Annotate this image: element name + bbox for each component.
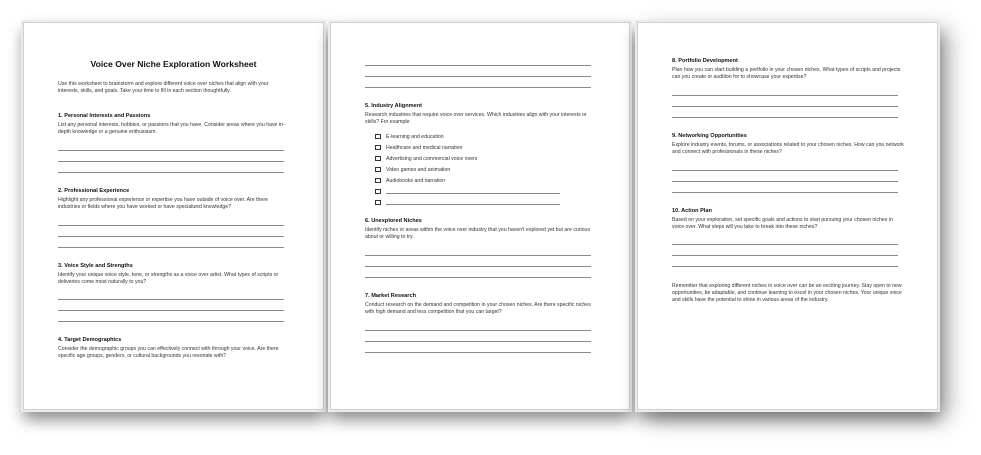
section-10-heading: 10. Action Plan <box>672 208 712 214</box>
answer-line[interactable] <box>58 225 284 226</box>
answer-line[interactable] <box>365 277 591 278</box>
section-3-prompt: Identify your unique voice style, tone, or strengths as a voice over artist. What types of scripts or deliveries come most naturally to you? <box>58 272 279 286</box>
document-page-3 <box>637 22 938 410</box>
answer-line[interactable] <box>672 266 898 267</box>
answer-line[interactable] <box>672 95 898 96</box>
answer-line[interactable] <box>672 170 898 171</box>
answer-line[interactable] <box>672 255 898 256</box>
answer-line[interactable] <box>672 181 898 182</box>
answer-line[interactable] <box>365 255 591 256</box>
answer-line[interactable] <box>58 310 284 311</box>
section-1-prompt: List any personal interests, hobbies, or passions that you have. Consider areas where you have in-depth knowledge or a genuine enthusiasm. <box>58 122 285 136</box>
section-5-prompt: Research industries that require voice over services. Which industries align with your interests or skills? For example: <box>365 112 587 126</box>
answer-line[interactable] <box>58 161 284 162</box>
answer-line[interactable] <box>672 106 898 107</box>
section-9-prompt: Explore industry events, forums, or associations related to your chosen niches. How can you network and connect with professionals in these niches? <box>672 142 904 156</box>
section-4-heading: 4. Target Demographics <box>58 337 122 343</box>
answer-line[interactable] <box>672 244 898 245</box>
document-title: Voice Over Niche Exploration Worksheet <box>90 59 257 69</box>
checkbox-icon[interactable] <box>375 156 381 161</box>
section-7-prompt: Conduct research on the demand and competition in your chosen niches. Are there specific niches with high demand and less competition that you can target? <box>365 302 591 316</box>
blank-fill-line[interactable] <box>386 193 560 194</box>
answer-line[interactable] <box>365 330 591 331</box>
section-6-heading: 6. Unexplored Niches <box>365 218 422 224</box>
section-1-heading: 1. Personal Interests and Passions <box>58 113 151 119</box>
answer-line[interactable] <box>58 299 284 300</box>
answer-line[interactable] <box>58 150 284 151</box>
answer-line[interactable] <box>58 236 284 237</box>
section-6-prompt: Identify niches or areas within the voice over industry that you haven't explored yet but are curious about or willing to try. <box>365 227 591 241</box>
document-page-1 <box>23 22 324 410</box>
section-2-prompt: Highlight any professional experience or expertise you have outside of voice over. Are there industries or fields where you have worked or have specialized knowledge? <box>58 197 268 211</box>
checklist-item-blank[interactable] <box>375 186 560 197</box>
document-page-2 <box>330 22 630 410</box>
answer-line[interactable] <box>672 192 898 193</box>
answer-line[interactable] <box>365 87 591 88</box>
checkbox-icon[interactable] <box>375 167 381 172</box>
checklist-item[interactable]: E-learning and education <box>375 131 560 142</box>
checklist-item[interactable]: Healthcare and medical narration <box>375 142 560 153</box>
answer-line[interactable] <box>365 352 591 353</box>
checkbox-icon[interactable] <box>375 200 381 205</box>
blank-fill-line[interactable] <box>386 204 560 205</box>
answer-line[interactable] <box>58 172 284 173</box>
checklist-item-blank[interactable] <box>375 197 560 208</box>
section-5-heading: 5. Industry Alignment <box>365 103 422 109</box>
answer-line[interactable] <box>672 117 898 118</box>
intro-text: Use this worksheet to brainstorm and explore different voice over niches that align with your interests, skills, and goals. Take your time to fill in each section thoughtfully. <box>58 81 269 95</box>
answer-line[interactable] <box>365 266 591 267</box>
section-3-heading: 3. Voice Style and Strengths <box>58 263 133 269</box>
checklist-item[interactable]: Video games and animation <box>375 164 560 175</box>
checkbox-icon[interactable] <box>375 189 381 194</box>
checklist-item[interactable]: Audiobooks and narration <box>375 175 560 186</box>
answer-line[interactable] <box>365 76 591 77</box>
section-10-prompt: Based on your exploration, set specific goals and actions to start pursuing your chosen niches in voice over. What steps will you take to break into these niches? <box>672 217 893 231</box>
section-4-prompt: Consider the demographic groups you can effectively connect with through your voice. Are there specific age groups, genders, or cultural backgrounds you resonate with? <box>58 346 279 360</box>
answer-line[interactable] <box>365 65 591 66</box>
section-9-heading: 9. Networking Opportunities <box>672 133 747 139</box>
answer-line[interactable] <box>365 341 591 342</box>
checkbox-icon[interactable] <box>375 145 381 150</box>
section-2-heading: 2. Professional Experience <box>58 188 130 194</box>
answer-line[interactable] <box>58 321 284 322</box>
checklist-item[interactable]: Advertising and commercial voice overs <box>375 153 560 164</box>
industry-checklist <box>375 131 560 208</box>
checkbox-icon[interactable] <box>375 178 381 183</box>
closing-text: Remember that exploring different niches in voice over can be an exciting journey. Stay open to new opportunities, be adaptable, and continue learning to excel in your chosen niches. Your unique voice and skills have the potential to shine in various areas of the industry. <box>672 283 902 304</box>
checkbox-icon[interactable] <box>375 134 381 139</box>
section-8-prompt: Plan how you can start building a portfolio in your chosen niches. What types of scripts and projects can you create or audition for to showcase your expertise? <box>672 67 901 81</box>
section-7-heading: 7. Market Research <box>365 293 416 299</box>
answer-line[interactable] <box>58 247 284 248</box>
section-8-heading: 8. Portfolio Development <box>672 58 738 64</box>
